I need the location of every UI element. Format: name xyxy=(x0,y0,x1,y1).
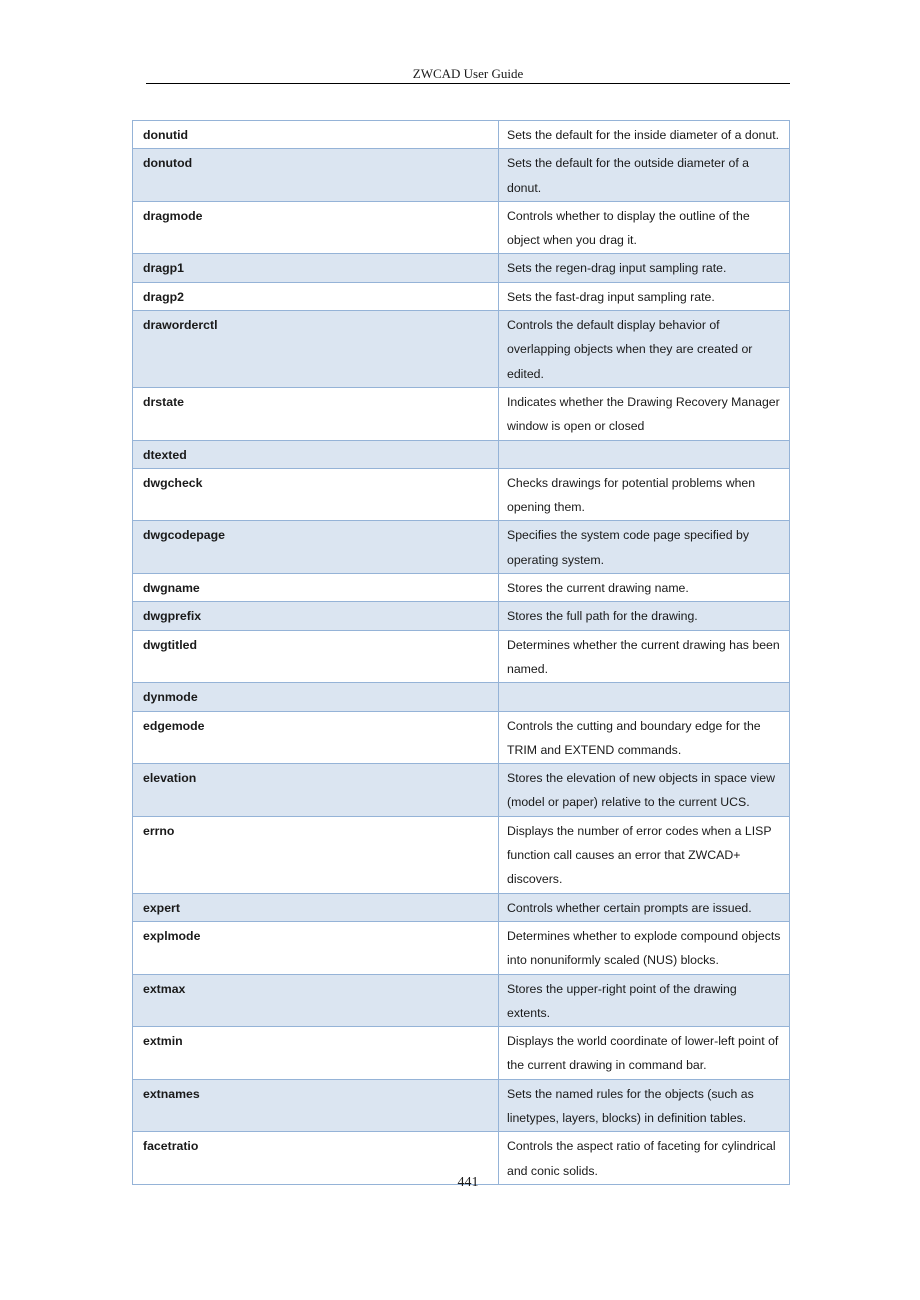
variable-description: Checks drawings for potential problems when opening them. xyxy=(499,468,790,521)
table-row xyxy=(133,468,790,521)
table-row xyxy=(133,387,790,440)
variable-name: facetratio xyxy=(133,1132,499,1185)
variable-name: explmode xyxy=(133,921,499,974)
page-header: ZWCAD User Guide xyxy=(412,66,524,81)
variable-name: errno xyxy=(133,816,499,893)
variable-description: Displays the number of error codes when a LISP function call causes an error that ZWCAD+ discovers. xyxy=(499,816,790,893)
table-row xyxy=(133,254,790,282)
table-row xyxy=(133,149,790,202)
variable-name: dwgprefix xyxy=(133,602,499,630)
table-row xyxy=(133,816,790,893)
variable-description: Sets the named rules for the objects (such as linetypes, layers, blocks) in definition tables. xyxy=(499,1079,790,1132)
variable-description: Controls whether certain prompts are issued. xyxy=(499,893,790,921)
variable-name: expert xyxy=(133,893,499,921)
variable-name: dynmode xyxy=(133,683,499,711)
table-row xyxy=(133,311,790,388)
variable-name: dragp1 xyxy=(133,254,499,282)
variable-description: Controls the default display behavior of overlapping objects when they are created or edited. xyxy=(499,311,790,388)
variable-description xyxy=(499,683,790,711)
table-row xyxy=(133,602,790,630)
variable-description: Stores the current drawing name. xyxy=(499,574,790,602)
variable-name: dragp2 xyxy=(133,282,499,310)
variable-name: elevation xyxy=(133,764,499,817)
table-row xyxy=(133,711,790,764)
table-row xyxy=(133,121,790,149)
table-row xyxy=(133,630,790,683)
table-row xyxy=(133,521,790,574)
variable-name: draworderctl xyxy=(133,311,499,388)
variable-name: extmin xyxy=(133,1027,499,1080)
variable-name: dwgcodepage xyxy=(133,521,499,574)
table-body xyxy=(133,121,790,1185)
variable-name: edgemode xyxy=(133,711,499,764)
variable-name: donutod xyxy=(133,149,499,202)
table-row xyxy=(133,1027,790,1080)
variable-name: dwgtitled xyxy=(133,630,499,683)
variable-description: Sets the fast-drag input sampling rate. xyxy=(499,282,790,310)
variable-name: extmax xyxy=(133,974,499,1027)
variable-name: dragmode xyxy=(133,201,499,254)
variable-description: Sets the default for the inside diameter of a donut. xyxy=(499,121,790,149)
variable-description: Sets the default for the outside diameter of a donut. xyxy=(499,149,790,202)
variable-description xyxy=(499,440,790,468)
variable-description: Indicates whether the Drawing Recovery Manager window is open or closed xyxy=(499,387,790,440)
table-row xyxy=(133,683,790,711)
variable-description: Controls the cutting and boundary edge for the TRIM and EXTEND commands. xyxy=(499,711,790,764)
variable-description: Determines whether to explode compound objects into nonuniformly scaled (NUS) blocks. xyxy=(499,921,790,974)
header-rule xyxy=(146,83,790,84)
variable-description: Stores the full path for the drawing. xyxy=(499,602,790,630)
table-row xyxy=(133,440,790,468)
table-row xyxy=(133,1079,790,1132)
variable-name: drstate xyxy=(133,387,499,440)
variable-name: extnames xyxy=(133,1079,499,1132)
variable-name: donutid xyxy=(133,121,499,149)
variable-description: Controls whether to display the outline of the object when you drag it. xyxy=(499,201,790,254)
table-row xyxy=(133,974,790,1027)
variable-name: dwgname xyxy=(133,574,499,602)
variable-description: Stores the elevation of new objects in space view (model or paper) relative to the current UCS. xyxy=(499,764,790,817)
table-row xyxy=(133,764,790,817)
variable-description: Sets the regen-drag input sampling rate. xyxy=(499,254,790,282)
table-row xyxy=(133,282,790,310)
variable-description: Controls the aspect ratio of faceting for cylindrical and conic solids. xyxy=(499,1132,790,1185)
table-row xyxy=(133,201,790,254)
table-row xyxy=(133,574,790,602)
variable-name: dtexted xyxy=(133,440,499,468)
variable-description: Determines whether the current drawing has been named. xyxy=(499,630,790,683)
variable-description: Specifies the system code page specified by operating system. xyxy=(499,521,790,574)
system-variables-table xyxy=(132,120,790,1185)
page-number: 441 xyxy=(457,1175,479,1190)
variable-description: Stores the upper-right point of the drawing extents. xyxy=(499,974,790,1027)
variable-description: Displays the world coordinate of lower-left point of the current drawing in command bar. xyxy=(499,1027,790,1080)
table-row xyxy=(133,921,790,974)
variable-name: dwgcheck xyxy=(133,468,499,521)
table-row xyxy=(133,893,790,921)
